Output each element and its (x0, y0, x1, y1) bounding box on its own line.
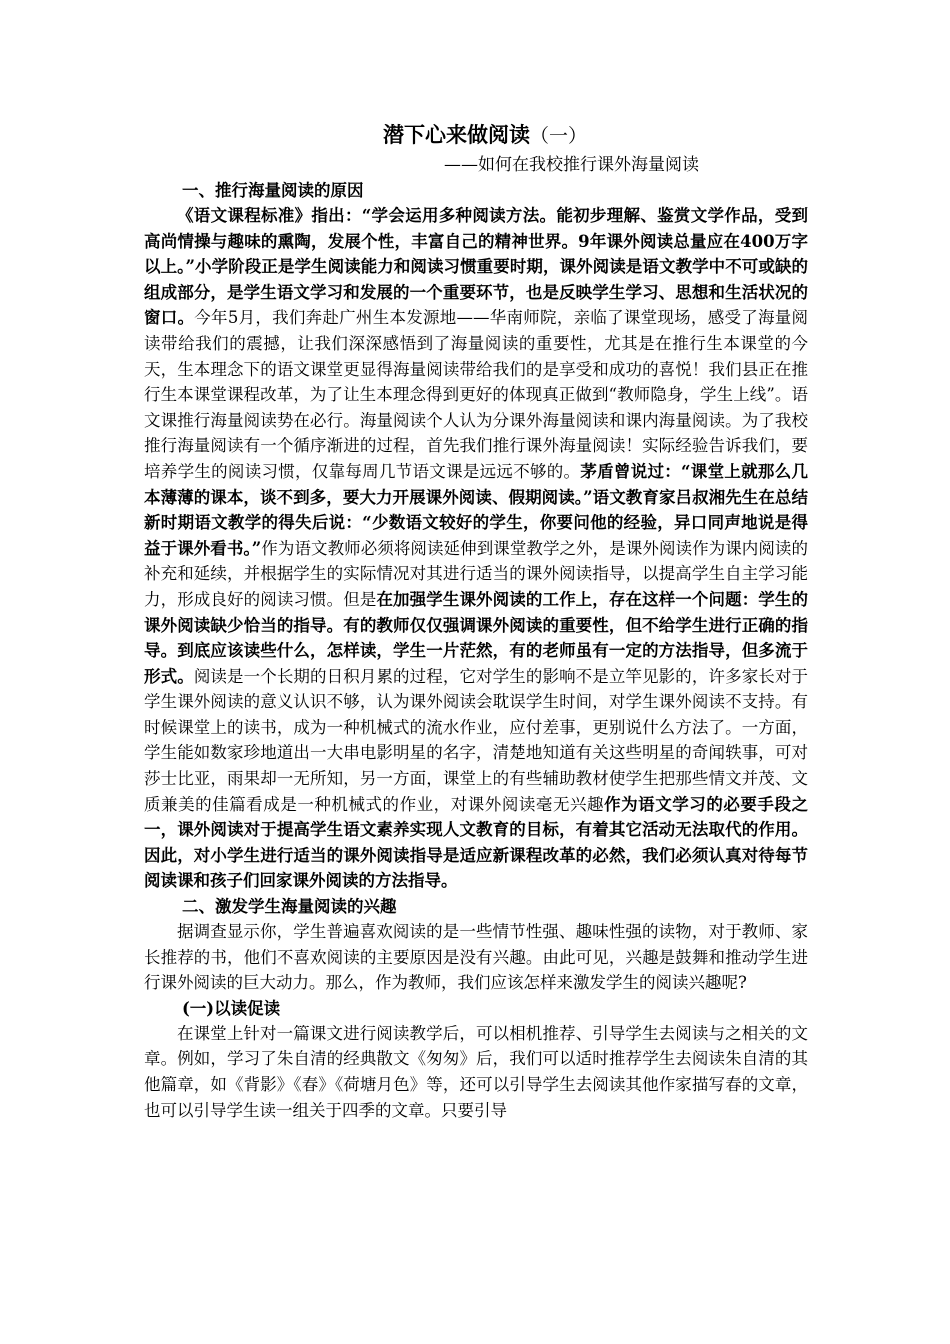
text-run: 阅读是一个长期的日积月累的过程，它对学生的影响不是立竿见影的，许多家长对于学生课外阅读的意义认识不够，认为课外阅读会耽误学生时间，对学生课外阅读不支持。有时候课堂上的读书，成为一种机械式的流水作业，应付差事，更别说什么方法了。一方面，学生能如数家珍地道出一大串电影明星的名字，清楚地知道有关这些明星的奇闻轶事，可对莎士比亚，雨果却一无所知，另一方面，课堂上的有些辅助教材使学生把那些情文并茂、文质兼美的佳篇看成是一种机械式的作业，对课外阅读毫无兴趣 (144, 666, 809, 814)
text-run: 茅盾曾说过：“课堂上就那么几本薄薄的课本，谈不到多，要大力开展课外阅读、假期阅读。”语文教育家吕叔湘先生在总结新时期语文教学的得失后说：“少数语文较好的学生，你要问他的经验，异口同声地说是得益于课外看书。” (144, 461, 809, 558)
section-heading-2: 二、激发学生海量阅读的兴趣 (182, 897, 397, 917)
text-run: 在加强学生课外阅读的工作上，存在这样一个问题：学生的课外阅读缺少恰当的指导。有的教师仅仅强调课外阅读的重要性，但不给学生进行正确的指导。到底应该读些什么，怎样读，学生一片茫然，有的老师虽有一定的方法指导，但多流于形式。 (144, 589, 809, 686)
section-heading-1: 一、推行海量阅读的原因 (182, 181, 364, 200)
title-main: 潜下心来做阅读 (382, 122, 530, 147)
title-suffix: （一） (529, 125, 587, 147)
document-title (162, 118, 808, 152)
text-run: 《语文课程标准》指出：“学会运用多种阅读方法。能初步理解、鉴赏文学作品，受到高尚情操与趣味的熏陶，发展个性，丰富自己的精神世界。9年课外阅读总量应在400万字以上。”小学阶段正是学生阅读能力和阅读习惯重要时期，课外阅读是语文教学中不可或缺的组成部分，是学生语文学习和发展的一个重要环节，也是反映学生学习、思想和生活状况的窗口。 (144, 206, 808, 328)
section-2-paragraph-2: 在课堂上针对一篇课文进行阅读教学后，可以相机推荐、引导学生去阅读与之相关的文章。例如，学习了朱自清的经典散文《匆匆》后，我们可以适时推荐学生去阅读朱自清的其他篇章，如《背影》《春》《荷塘月色》等，还可以引导学生去阅读其他作家描写春的文章，也可以引导学生读一组关于四季的文章。只要引导 (144, 1023, 808, 1120)
text-run: 今年5月，我们奔赴广州生本发源地——华南师院，亲临了课堂现场，感受了海量阅读带给我们的震撼，让我们深深感悟到了海量阅读的重要性，尤其是在推行生本课堂的今天，生本理念下的语文课堂更显得海量阅读带给我们的是享受和成功的喜悦！我们县正在推行生本课堂课程改革，为了让生本理念得到更好的体现真正做到“教师隐身，学生上线”。语文课推行海量阅读势在必行。海量阅读个人认为分课外海量阅读和课内海量阅读。为了我校推行海量阅读有一个循序渐进的过程，首先我们推行课外海量阅读！实际经验告诉我们，要培养学生的阅读习惯，仅靠每周几节语文课是远远不够的。 (144, 308, 809, 481)
document-body (144, 118, 808, 1123)
section-1-paragraph (144, 203, 808, 894)
section-2-paragraph-1: 据调查显示你，学生普遍喜欢阅读的是一些情节性强、趣味性强的读物，对于教师、家长推荐的书，他们不喜欢阅读的主要原因是没有兴趣。由此可见，兴趣是鼓舞和推动学生进行课外阅读的巨大动力。那么，作为教师，我们应该怎样来激发学生的阅读兴趣呢? (144, 922, 808, 993)
text-run: 作为语文教师必须将阅读延伸到课堂教学之外，是课外阅读作为课内阅读的补充和延续，并根据学生的实际情况对其进行适当的课外阅读指导，以提高学生自主学习能力，形成良好的阅读习惯。但是 (144, 538, 809, 609)
subsection-heading-1: (一)以读促读 (182, 998, 281, 1018)
text-run: 作为语文学习的必要手段之一，课外阅读对于提高学生语文素养实现人文教育的目标，有着其它活动无法取代的作用。因此，对小学生进行适当的课外阅读指导是适应新课程改革的必然，我们必须认真对待每节阅读课和孩子们回家课外阅读的方法指导。 (144, 794, 809, 891)
document-subtitle: ——如何在我校推行课外海量阅读 (444, 155, 699, 175)
